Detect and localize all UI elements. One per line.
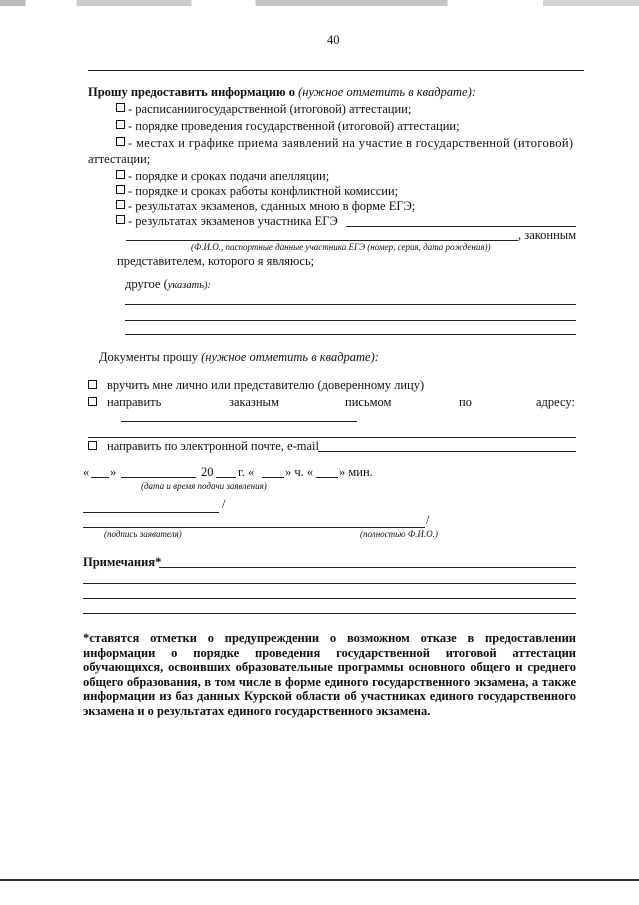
option-procedure[interactable] [116, 120, 460, 133]
signature-slash-2: / [426, 513, 430, 527]
checkbox-icon[interactable] [88, 380, 97, 389]
option-my-results-label: - результатах экзаменов, сданных мною в форме ЕГЭ; [128, 199, 416, 213]
checkbox-icon[interactable] [116, 185, 125, 194]
option-mail[interactable] [88, 396, 97, 409]
request-heading-text: Прошу предоставить информацию о [88, 85, 295, 99]
checkbox-icon[interactable] [88, 441, 97, 450]
other-line-1[interactable] [125, 304, 576, 305]
notes-line-2[interactable] [83, 583, 576, 584]
checkbox-icon[interactable] [116, 200, 125, 209]
option-schedule-label: - расписаниигосударственной (итоговой) аттестации; [128, 102, 412, 116]
option-email[interactable] [88, 440, 97, 453]
scan-artifact [0, 0, 639, 6]
option-mail-w5: адресу: [536, 395, 575, 409]
option-commission[interactable] [116, 185, 398, 198]
option-mail-w3: письмом [345, 395, 392, 409]
checkbox-icon[interactable] [116, 215, 125, 224]
option-appeal-label: - порядке и сроках подачи апелляции; [128, 169, 330, 183]
checkbox-icon[interactable] [116, 103, 125, 112]
documents-heading-note: (нужное отметить в квадрате): [201, 350, 379, 364]
other-line-3[interactable] [125, 334, 576, 335]
signature-short-line[interactable] [83, 512, 219, 513]
option-commission-label: - порядке и сроках работы конфликтной комиссии; [128, 184, 399, 198]
checkbox-icon[interactable] [88, 397, 97, 406]
checkbox-icon[interactable] [116, 170, 125, 179]
other-label-note: указать): [167, 280, 212, 291]
option-places[interactable] [116, 137, 584, 150]
option-schedule[interactable] [116, 103, 411, 116]
option-places-label: - местах и графике приема заявлений на участие в государственной (итоговой) [128, 136, 574, 150]
checkbox-icon[interactable] [116, 137, 125, 146]
representative-text: представителем, которого я являюсь; [117, 254, 315, 268]
other-label-text: другое ( [125, 277, 168, 291]
other-line-2[interactable] [125, 320, 576, 321]
date-caption: (дата и время подачи заявления) [141, 481, 267, 491]
option-email-label: направить по электронной почте, e-mail [107, 439, 319, 453]
other-label [125, 278, 211, 292]
legal-suffix: , законным [518, 228, 577, 242]
signature-slash-1: / [222, 497, 226, 511]
address-line-2[interactable] [88, 437, 576, 438]
date-minutes: » мин. [339, 465, 373, 479]
option-appeal[interactable] [116, 170, 329, 183]
day-field[interactable] [91, 477, 109, 478]
date-hours: » ч. « [285, 465, 314, 479]
date-year-suffix: г. « [238, 465, 255, 479]
date-q-open: « [83, 465, 90, 479]
option-participant-results-label: - результатах экзаменов участника ЕГЭ [128, 214, 338, 228]
month-field[interactable] [121, 477, 196, 478]
checkbox-icon[interactable] [116, 120, 125, 129]
option-my-results[interactable] [116, 200, 415, 213]
notes-line-1[interactable] [159, 567, 576, 568]
option-personal-label: вручить мне лично или представителю (доверенному лицу) [107, 378, 425, 392]
footnote: *ставятся отметки о предупреждении о возможном отказе в предоставлении информации о порядке проведения государственной итоговой аттестации обучающихся, освоивших образовательные программы основного общего и среднего общего образования, в том числе в форме единого государственного экзамена, а также информации из баз данных Курской области об участниках единого государственного экзамена и о результатах единого государственного экзамена. [83, 631, 576, 718]
date-year: 20 [201, 465, 214, 479]
email-input-line[interactable] [318, 451, 576, 452]
option-procedure-label: - порядке проведения государственной (итоговой) аттестации; [128, 119, 460, 133]
option-mail-w1: направить [107, 395, 162, 409]
option-personal[interactable] [88, 379, 97, 392]
header-rule [88, 70, 584, 71]
signature-caption: (подпись заявителя) [104, 529, 182, 539]
participant-name-line[interactable] [346, 226, 576, 227]
documents-heading-text: Документы прошу [99, 350, 198, 364]
year-field[interactable] [216, 477, 236, 478]
option-mail-w2: заказным [229, 395, 279, 409]
participant-data-line[interactable] [126, 240, 518, 241]
notes-line-4[interactable] [83, 613, 576, 614]
option-mail-w4: по [459, 395, 472, 409]
bottom-scan-edge [0, 879, 639, 881]
documents-heading [99, 351, 379, 364]
option-participant-results[interactable] [116, 215, 338, 228]
full-name-caption: (полностью Ф.И.О.) [360, 529, 438, 539]
address-line-1[interactable] [121, 421, 357, 422]
signature-long-line[interactable] [83, 527, 425, 528]
participant-caption: (Ф.И.О., паспортные данные участника ЕГЭ (номер, серия, дата рождения)) [191, 242, 491, 252]
request-heading [88, 86, 476, 99]
notes-label: Примечания* [83, 555, 162, 569]
request-heading-note: (нужное отметить в квадрате): [298, 85, 476, 99]
minute-field[interactable] [316, 477, 338, 478]
notes-line-3[interactable] [83, 598, 576, 599]
date-q-close: » [110, 465, 117, 479]
page-number: 40 [327, 33, 340, 47]
hour-field[interactable] [262, 477, 284, 478]
option-places-cont: аттестации; [88, 152, 151, 166]
